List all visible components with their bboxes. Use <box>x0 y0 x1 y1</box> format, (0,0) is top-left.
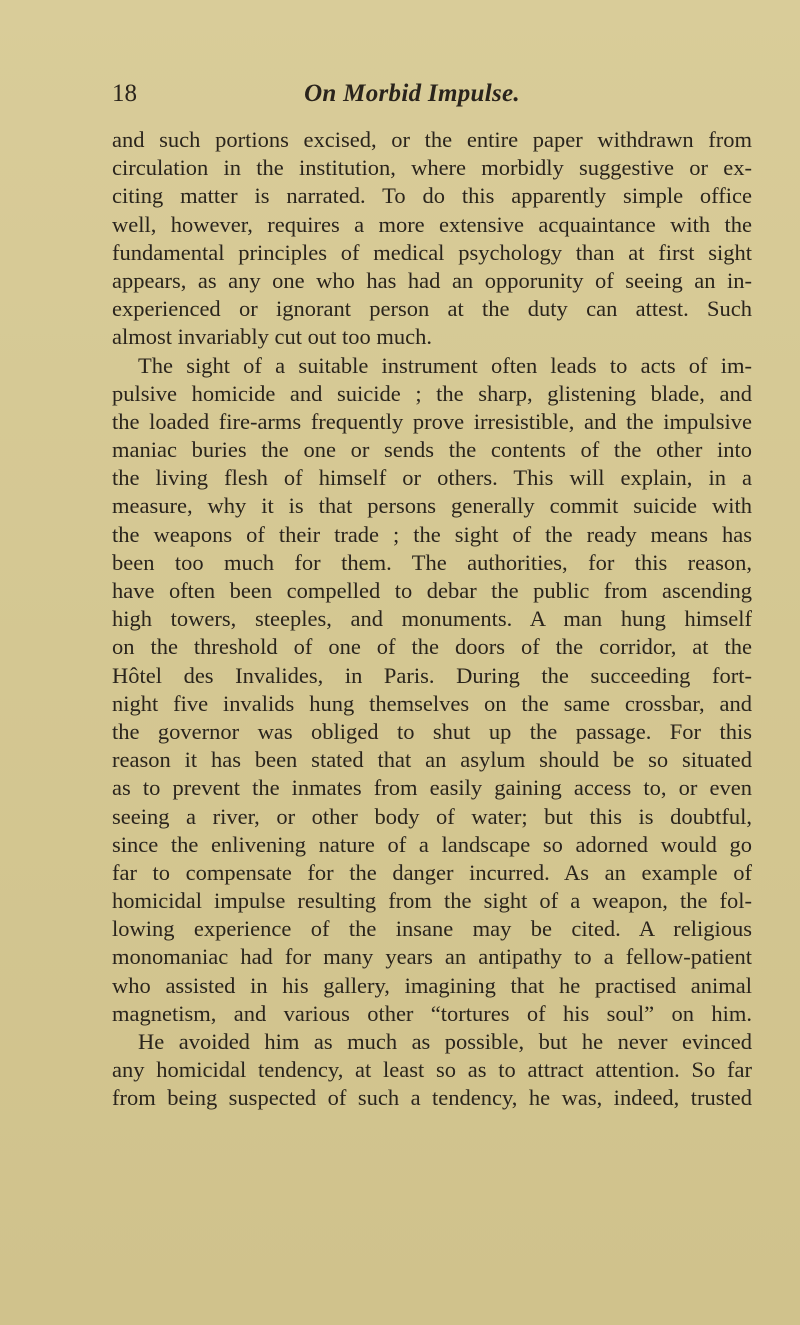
text-line: night five invalids hung themselves on the same crossbar, and <box>112 690 752 716</box>
text-line: the weapons of their trade ; the sight of the ready means has <box>112 521 752 547</box>
text-line: maniac buries the one or sends the contents of the other into <box>112 437 752 463</box>
text-line: have often been compelled to debar the public from ascending <box>112 578 752 603</box>
text-line: fundamental principles of medical psychology than at first sight <box>112 239 752 265</box>
text-line: The sight of a suitable instrument often leads to acts of im- <box>138 352 752 378</box>
text-line: citing matter is narrated. To do this apparently simple office <box>112 183 752 209</box>
text-line: far to compensate for the danger incurred. As an example of <box>112 859 752 885</box>
text-line: almost invariably cut out too much. <box>112 324 432 350</box>
text-line: and such portions excised, or the entire paper withdrawn from <box>112 127 752 152</box>
text-line: appears, as any one who has had an opporunity of seeing an in- <box>112 267 752 293</box>
text-line: on the threshold of one of the doors of the corridor, at the <box>112 634 752 660</box>
text-line: lowing experience of the insane may be cited. A religious <box>112 916 752 942</box>
text-line: homicidal impulse resulting from the sight of a weapon, the fol- <box>112 888 752 914</box>
running-head <box>112 80 752 114</box>
text-line: the loaded fire-arms frequently prove irresistible, and the impulsive <box>112 408 752 434</box>
page-number: 18 <box>112 80 137 107</box>
text-line: any homicidal tendency, at least so as to attract attention. So far <box>112 1057 752 1083</box>
text-line: Hôtel des Invalides, in Paris. During the succeeding fort- <box>112 662 752 688</box>
text-line: experienced or ignorant person at the duty can attest. Such <box>112 296 752 322</box>
text-line: as to prevent the inmates from easily gaining access to, or even <box>112 775 752 801</box>
text-line: from being suspected of such a tendency, he was, indeed, trusted <box>112 1085 752 1111</box>
text-line: pulsive homicide and suicide ; the sharp, glistening blade, and <box>112 380 752 406</box>
text-line: measure, why it is that persons generally commit suicide with <box>112 493 752 519</box>
running-title: On Morbid Impulse. <box>304 80 520 107</box>
text-line: well, however, requires a more extensive acquaintance with the <box>112 211 752 237</box>
text-line: since the enlivening nature of a landscape so adorned would go <box>112 831 752 857</box>
text-line: been too much for them. The authorities, for this reason, <box>112 549 752 575</box>
text-line: the living flesh of himself or others. This will explain, in a <box>112 465 752 491</box>
text-line: seeing a river, or other body of water; but this is doubtful, <box>112 803 752 829</box>
text-line: He avoided him as much as possible, but he never evinced <box>138 1029 752 1054</box>
text-line: circulation in the institution, where morbidly suggestive or ex- <box>112 155 752 181</box>
text-line: the governor was obliged to shut up the passage. For this <box>112 718 752 744</box>
text-line: magnetism, and various other “tortures of his soul” on him. <box>112 1000 752 1026</box>
text-line: high towers, steeples, and monuments. A man hung himself <box>112 606 752 632</box>
body-text <box>112 126 752 1113</box>
text-line: reason it has been stated that an asylum should be so situated <box>112 747 752 773</box>
text-line: who assisted in his gallery, imagining that he practised animal <box>112 972 752 998</box>
text-line: monomaniac had for many years an antipathy to a fellow-patient <box>112 944 752 970</box>
